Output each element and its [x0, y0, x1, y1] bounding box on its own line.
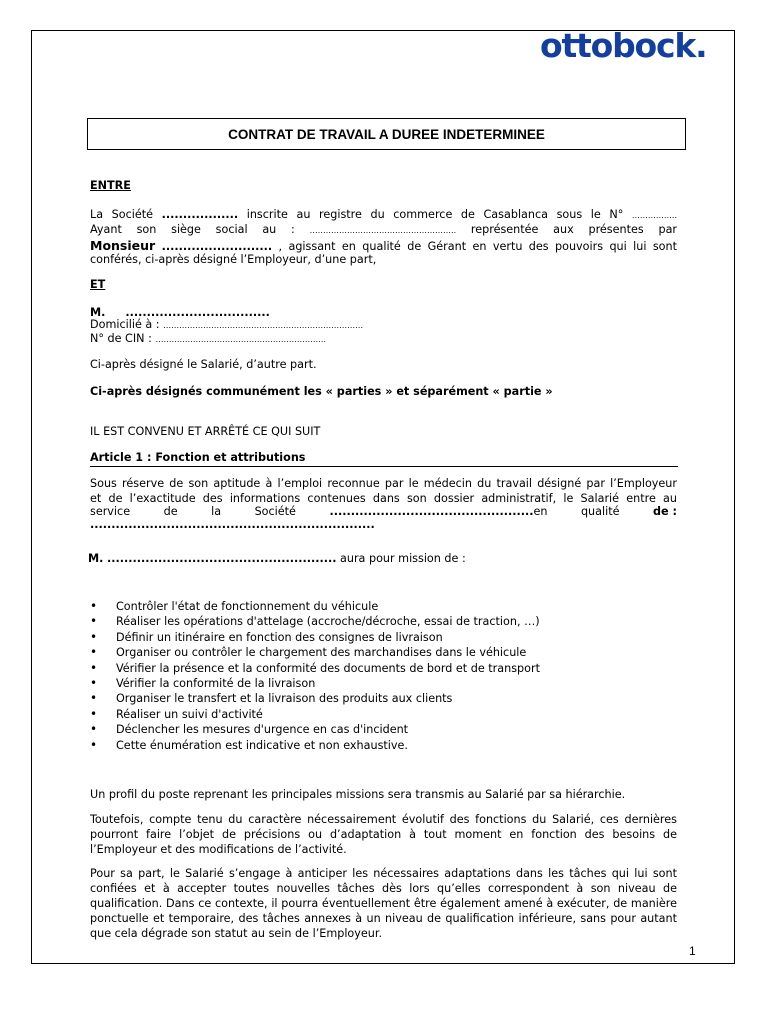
entre-line-4: conférés, ci-après désigné l’Employeur, d’une part, [90, 253, 377, 266]
list-item: • Réaliser les opérations d'attelage (accroche/décroche, essai de traction, …) [90, 614, 540, 629]
blank-societe-service: ................................................ [329, 505, 534, 518]
text: , agissant en qualité de Gérant en vertu des pouvoirs qui lui sont [278, 240, 677, 253]
list-item: • Réaliser un suivi d'activité [90, 707, 540, 722]
profil-paragraph: Un profil du poste reprenant les principales missions sera transmis au Salarié par sa hiérarchie. [90, 788, 626, 801]
text: La Société [90, 208, 154, 221]
blank-domicile: ………………………………………………………………… [163, 321, 364, 330]
mission-line [88, 552, 466, 565]
text: M. [90, 306, 106, 319]
text: service [90, 505, 131, 518]
blank-qualite: ................................................................... [90, 518, 375, 531]
list-item: • Vérifier la présence et la conformité des documents de bord et de transport [90, 661, 540, 676]
document-title [87, 118, 686, 150]
parties-line: Ci-après désignés communément les « parties » et séparément « partie » [90, 385, 553, 398]
toutefois-paragraph: Toutefois, compte tenu du caractère nécessairement évolutif des fonctions du Salarié, ces dernières pourront faire l’objet de précisions ou d’adaptation à tout moment en fonction des besoins de l’Employeur et des modifications de l’activité. [90, 813, 677, 856]
text: de [163, 505, 178, 518]
list-item: • Organiser ou contrôler le chargement des marchandises dans le véhicule [90, 645, 540, 660]
text: aura pour mission de : [340, 552, 466, 565]
text: qualité [580, 505, 620, 518]
text: en [533, 505, 548, 518]
entre-line-3 [90, 238, 677, 253]
blank-siege: ………………………………………………. [309, 226, 457, 235]
list-item: • Déclencher les mesures d'urgence en cas d'incident [90, 722, 540, 737]
article1-heading: Article 1 : Fonction et attributions [90, 451, 306, 464]
list-item: • Organiser le transfert et la livraison des produits aux clients [90, 691, 540, 706]
et-cin-line [90, 332, 326, 345]
text: Monsieur [90, 238, 156, 253]
et-heading: ET [90, 278, 106, 291]
pour-sa-part-paragraph: Pour sa part, le Salarié s’engage à anticiper les nécessaires adaptations dans les tâches qui lui sont confiées et à accepter toutes nouvelles tâches dès lors qu’elles correspondent à son niveau de qualification. Dans ce contexte, il pourra éventuellement être également amené à exécuter, de manière ponctuelle et temporaire, des tâches annexes à un niveau de qualification inférieure, sans pour autant que cela dégrade son statut au sein de l’Employeur. [90, 867, 677, 940]
page-number: 1 [689, 944, 696, 958]
text: représentée aux présentes par [470, 223, 678, 236]
list-item: • Cette énumération est indicative et non exhaustive. [90, 738, 540, 753]
blank-rc-number: …………….. [631, 211, 677, 220]
article1-p1-line3 [90, 505, 677, 518]
blank-mission-name: ...................................................... [106, 552, 337, 565]
blank-cin: ………………………………………………………. [155, 335, 326, 344]
text: de : [653, 505, 677, 518]
entre-line-2 [90, 223, 677, 236]
article1-rule [90, 466, 678, 467]
article1-p1-line1: Sous réserve de son aptitude à l’emploi reconnue par le médecin du travail désigné par l’Employeur [90, 477, 677, 490]
entre-heading: ENTRE [90, 179, 131, 192]
text: Ayant son siège social au : [90, 223, 295, 236]
convenu-line: IL EST CONVENU ET ARRÊTÉ CE QUI SUIT [90, 425, 321, 438]
text: M. [88, 552, 104, 565]
list-item: • Définir un itinéraire en fonction des consignes de livraison [90, 630, 540, 645]
document-title-text: CONTRAT DE TRAVAIL A DUREE INDETERMINEE [228, 126, 545, 142]
et-domicile-line [90, 318, 363, 331]
text: Domicilié à : [90, 318, 160, 331]
article1-p1-line2: et de l’exactitude des informations contenues dans son dossier administratif, le Salarié entre au [90, 492, 677, 505]
blank-societe: .................. [161, 208, 239, 221]
ottobock-logo: ottobock. [540, 26, 707, 65]
task-list [90, 599, 540, 753]
text: inscrite au registre du commerce de Casablanca sous le N° [246, 208, 624, 221]
text: la [211, 505, 222, 518]
text: Société [254, 505, 296, 518]
list-item: • Vérifier la conformité de la livraison [90, 676, 540, 691]
et-salarie-line: Ci-après désigné le Salarié, d’autre part. [90, 358, 317, 371]
entre-line-1 [90, 208, 677, 221]
text: N° de CIN : [90, 332, 152, 345]
list-item: • Contrôler l'état de fonctionnement du véhicule [90, 599, 540, 614]
blank-monsieur: .......................... [161, 240, 273, 253]
blank-salarie-name: .................................. [125, 306, 270, 319]
